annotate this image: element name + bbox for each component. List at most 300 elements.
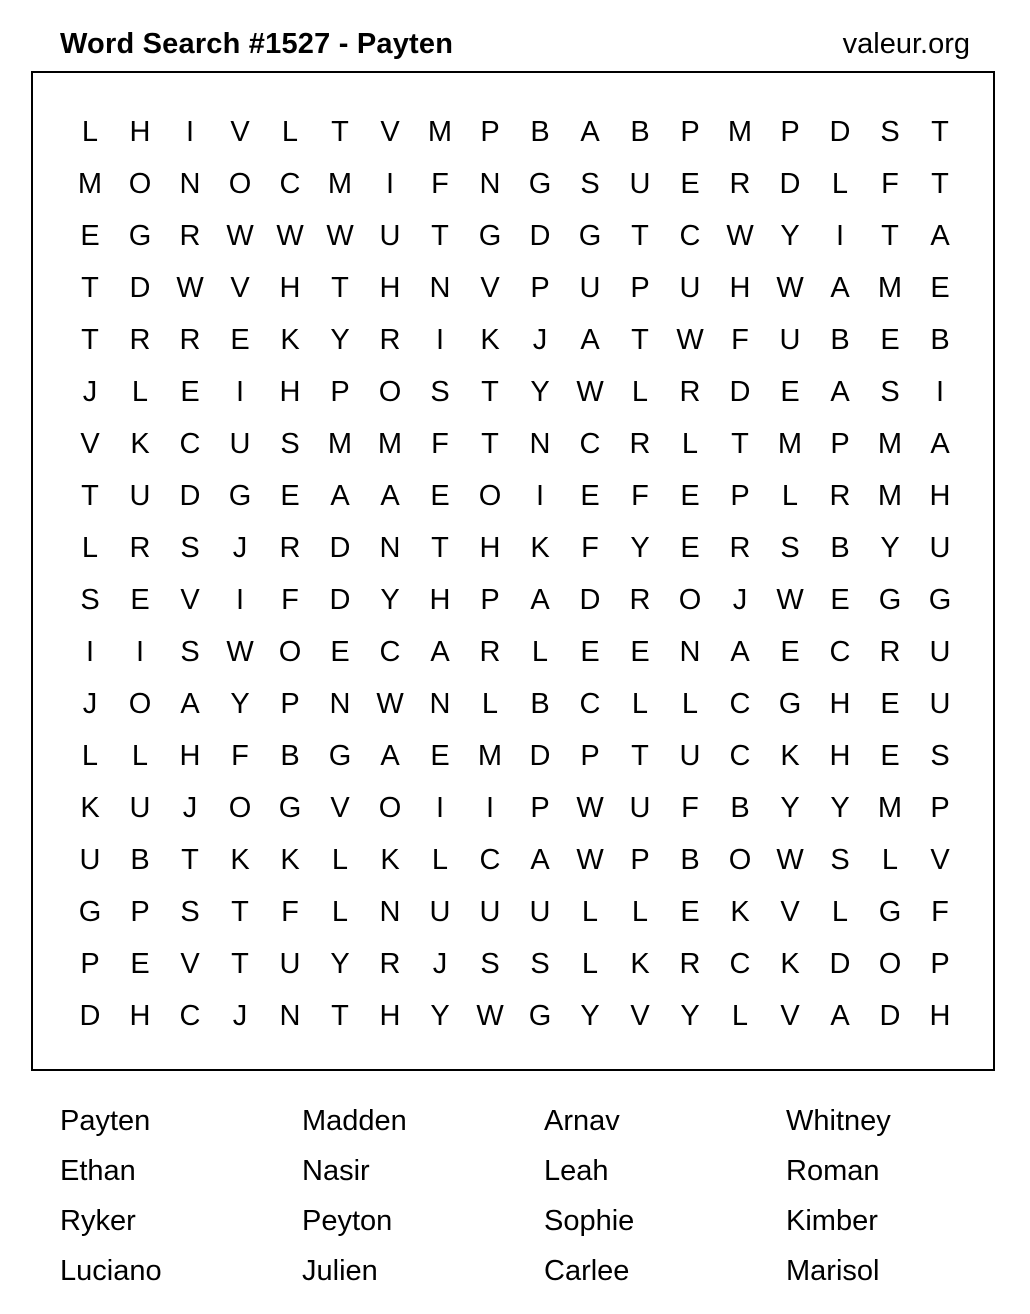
grid-cell[interactable]: U bbox=[779, 323, 801, 356]
grid-cell[interactable]: W bbox=[576, 791, 604, 824]
grid-cell[interactable]: I bbox=[835, 219, 845, 252]
grid-cell[interactable]: A bbox=[180, 687, 200, 720]
grid-cell[interactable]: B bbox=[830, 323, 850, 356]
grid-cell[interactable]: C bbox=[279, 167, 301, 200]
grid-cell[interactable]: I bbox=[235, 375, 245, 408]
grid-cell[interactable]: E bbox=[680, 895, 700, 928]
grid-cell[interactable]: F bbox=[431, 427, 449, 460]
grid-cell[interactable]: S bbox=[530, 947, 550, 980]
grid-cell[interactable]: I bbox=[935, 375, 945, 408]
grid-cell[interactable]: F bbox=[931, 895, 949, 928]
grid-cell[interactable]: L bbox=[781, 479, 799, 512]
grid-cell[interactable]: R bbox=[629, 583, 651, 616]
grid-cell[interactable]: E bbox=[830, 583, 850, 616]
grid-cell[interactable]: R bbox=[729, 531, 751, 564]
grid-cell[interactable]: G bbox=[78, 895, 102, 928]
grid-cell[interactable]: P bbox=[480, 115, 500, 148]
grid-cell[interactable]: E bbox=[180, 375, 200, 408]
grid-cell[interactable]: N bbox=[379, 531, 401, 564]
grid-cell[interactable]: I bbox=[385, 167, 395, 200]
grid-cell[interactable]: T bbox=[931, 115, 949, 148]
grid-cell[interactable]: O bbox=[878, 947, 902, 980]
grid-cell[interactable]: R bbox=[179, 219, 201, 252]
grid-cell[interactable]: E bbox=[580, 635, 600, 668]
grid-cell[interactable]: S bbox=[830, 843, 850, 876]
grid-cell[interactable]: K bbox=[730, 895, 750, 928]
grid-cell[interactable]: O bbox=[228, 167, 252, 200]
grid-cell[interactable]: N bbox=[479, 167, 501, 200]
grid-cell[interactable]: K bbox=[80, 791, 100, 824]
grid-cell[interactable]: J bbox=[82, 375, 98, 408]
grid-cell[interactable]: T bbox=[731, 427, 749, 460]
grid-cell[interactable]: C bbox=[379, 635, 401, 668]
grid-cell[interactable]: M bbox=[327, 427, 353, 460]
grid-cell[interactable]: G bbox=[778, 687, 802, 720]
grid-cell[interactable]: V bbox=[330, 791, 350, 824]
grid-cell[interactable]: F bbox=[631, 479, 649, 512]
grid-cell[interactable]: Y bbox=[330, 323, 350, 356]
grid-cell[interactable]: D bbox=[329, 531, 351, 564]
grid-cell[interactable]: A bbox=[930, 219, 950, 252]
grid-cell[interactable]: D bbox=[829, 115, 851, 148]
grid-cell[interactable]: B bbox=[930, 323, 950, 356]
grid-cell[interactable]: G bbox=[528, 167, 552, 200]
grid-cell[interactable]: N bbox=[429, 687, 451, 720]
grid-cell[interactable]: I bbox=[85, 635, 95, 668]
grid-cell[interactable]: L bbox=[81, 531, 99, 564]
grid-cell[interactable]: E bbox=[280, 479, 300, 512]
grid-cell[interactable]: O bbox=[378, 791, 402, 824]
grid-cell[interactable]: L bbox=[731, 999, 749, 1032]
grid-cell[interactable]: T bbox=[181, 843, 199, 876]
grid-cell[interactable]: F bbox=[231, 739, 249, 772]
grid-cell[interactable]: C bbox=[479, 843, 501, 876]
grid-cell[interactable]: T bbox=[631, 739, 649, 772]
grid-cell[interactable]: C bbox=[179, 427, 201, 460]
grid-cell[interactable]: Y bbox=[680, 999, 700, 1032]
grid-cell[interactable]: T bbox=[431, 219, 449, 252]
grid-cell[interactable]: A bbox=[530, 843, 550, 876]
grid-cell[interactable]: H bbox=[929, 479, 951, 512]
grid-cell[interactable]: E bbox=[630, 635, 650, 668]
grid-cell[interactable]: L bbox=[131, 739, 149, 772]
grid-cell[interactable]: B bbox=[730, 791, 750, 824]
grid-cell[interactable]: B bbox=[680, 843, 700, 876]
grid-cell[interactable]: P bbox=[130, 895, 150, 928]
grid-cell[interactable]: V bbox=[230, 271, 250, 304]
grid-cell[interactable]: H bbox=[129, 999, 151, 1032]
grid-cell[interactable]: E bbox=[130, 947, 150, 980]
grid-cell[interactable]: I bbox=[235, 583, 245, 616]
grid-cell[interactable]: Y bbox=[330, 947, 350, 980]
grid-cell[interactable]: F bbox=[581, 531, 599, 564]
grid-cell[interactable]: U bbox=[579, 271, 601, 304]
grid-cell[interactable]: G bbox=[228, 479, 252, 512]
grid-cell[interactable]: I bbox=[435, 323, 445, 356]
grid-cell[interactable]: L bbox=[681, 427, 699, 460]
grid-cell[interactable]: H bbox=[729, 271, 751, 304]
grid-cell[interactable]: V bbox=[80, 427, 100, 460]
grid-cell[interactable]: W bbox=[476, 999, 504, 1032]
grid-cell[interactable]: L bbox=[131, 375, 149, 408]
grid-cell[interactable]: H bbox=[429, 583, 451, 616]
grid-cell[interactable]: H bbox=[179, 739, 201, 772]
grid-cell[interactable]: J bbox=[732, 583, 748, 616]
grid-cell[interactable]: O bbox=[478, 479, 502, 512]
grid-cell[interactable]: D bbox=[879, 999, 901, 1032]
grid-cell[interactable]: V bbox=[630, 999, 650, 1032]
grid-cell[interactable]: G bbox=[878, 895, 902, 928]
grid-cell[interactable]: Y bbox=[880, 531, 900, 564]
grid-cell[interactable]: K bbox=[280, 843, 300, 876]
grid-cell[interactable]: E bbox=[430, 739, 450, 772]
grid-cell[interactable]: T bbox=[881, 219, 899, 252]
grid-cell[interactable]: L bbox=[81, 739, 99, 772]
grid-cell[interactable]: U bbox=[79, 843, 101, 876]
grid-cell[interactable]: L bbox=[631, 375, 649, 408]
grid-cell[interactable]: F bbox=[681, 791, 699, 824]
grid-cell[interactable]: D bbox=[579, 583, 601, 616]
grid-cell[interactable]: W bbox=[776, 843, 804, 876]
grid-cell[interactable]: J bbox=[232, 999, 248, 1032]
grid-cell[interactable]: F bbox=[431, 167, 449, 200]
grid-cell[interactable]: P bbox=[330, 375, 350, 408]
grid-cell[interactable]: P bbox=[530, 791, 550, 824]
grid-cell[interactable]: S bbox=[180, 895, 200, 928]
grid-cell[interactable]: E bbox=[880, 687, 900, 720]
grid-cell[interactable]: L bbox=[681, 687, 699, 720]
grid-cell[interactable]: T bbox=[331, 999, 349, 1032]
grid-cell[interactable]: A bbox=[580, 323, 600, 356]
grid-cell[interactable]: V bbox=[930, 843, 950, 876]
grid-cell[interactable]: V bbox=[480, 271, 500, 304]
grid-cell[interactable]: Y bbox=[630, 531, 650, 564]
grid-cell[interactable]: D bbox=[779, 167, 801, 200]
grid-cell[interactable]: U bbox=[379, 219, 401, 252]
grid-cell[interactable]: W bbox=[176, 271, 204, 304]
grid-cell[interactable]: Y bbox=[230, 687, 250, 720]
grid-cell[interactable]: L bbox=[631, 895, 649, 928]
grid-cell[interactable]: P bbox=[530, 271, 550, 304]
grid-cell[interactable]: L bbox=[831, 895, 849, 928]
grid-cell[interactable]: W bbox=[226, 219, 254, 252]
grid-cell[interactable]: T bbox=[481, 427, 499, 460]
grid-cell[interactable]: L bbox=[431, 843, 449, 876]
grid-cell[interactable]: B bbox=[530, 115, 550, 148]
grid-cell[interactable]: I bbox=[185, 115, 195, 148]
grid-cell[interactable]: R bbox=[179, 323, 201, 356]
grid-cell[interactable]: S bbox=[480, 947, 500, 980]
grid-cell[interactable]: K bbox=[780, 739, 800, 772]
grid-cell[interactable]: P bbox=[830, 427, 850, 460]
grid-cell[interactable]: J bbox=[432, 947, 448, 980]
grid-cell[interactable]: B bbox=[630, 115, 650, 148]
grid-cell[interactable]: K bbox=[380, 843, 400, 876]
grid-cell[interactable]: E bbox=[680, 167, 700, 200]
grid-cell[interactable]: B bbox=[530, 687, 550, 720]
grid-cell[interactable]: F bbox=[281, 583, 299, 616]
grid-cell[interactable]: V bbox=[180, 583, 200, 616]
grid-cell[interactable]: L bbox=[531, 635, 549, 668]
grid-cell[interactable]: L bbox=[831, 167, 849, 200]
grid-cell[interactable]: U bbox=[629, 791, 651, 824]
grid-cell[interactable]: L bbox=[81, 115, 99, 148]
grid-cell[interactable]: J bbox=[182, 791, 198, 824]
grid-cell[interactable]: C bbox=[679, 219, 701, 252]
grid-cell[interactable]: W bbox=[226, 635, 254, 668]
grid-cell[interactable]: E bbox=[680, 479, 700, 512]
grid-cell[interactable]: Y bbox=[380, 583, 400, 616]
grid-cell[interactable]: E bbox=[780, 635, 800, 668]
grid-cell[interactable]: R bbox=[629, 427, 651, 460]
grid-cell[interactable]: E bbox=[930, 271, 950, 304]
grid-cell[interactable]: O bbox=[278, 635, 302, 668]
grid-cell[interactable]: O bbox=[678, 583, 702, 616]
grid-cell[interactable]: A bbox=[830, 271, 850, 304]
grid-cell[interactable]: P bbox=[580, 739, 600, 772]
grid-cell[interactable]: H bbox=[279, 271, 301, 304]
grid-cell[interactable]: L bbox=[481, 687, 499, 720]
grid-cell[interactable]: M bbox=[877, 791, 903, 824]
grid-cell[interactable]: Y bbox=[780, 219, 800, 252]
grid-cell[interactable]: I bbox=[435, 791, 445, 824]
grid-cell[interactable]: U bbox=[129, 791, 151, 824]
grid-cell[interactable]: U bbox=[479, 895, 501, 928]
grid-cell[interactable]: D bbox=[79, 999, 101, 1032]
grid-cell[interactable]: G bbox=[528, 999, 552, 1032]
grid-cell[interactable]: H bbox=[379, 999, 401, 1032]
grid-cell[interactable]: W bbox=[576, 375, 604, 408]
grid-cell[interactable]: F bbox=[281, 895, 299, 928]
grid-cell[interactable]: T bbox=[331, 115, 349, 148]
grid-cell[interactable]: N bbox=[179, 167, 201, 200]
grid-cell[interactable]: L bbox=[581, 947, 599, 980]
grid-cell[interactable]: T bbox=[931, 167, 949, 200]
grid-cell[interactable]: R bbox=[279, 531, 301, 564]
grid-cell[interactable]: R bbox=[129, 531, 151, 564]
grid-cell[interactable]: N bbox=[679, 635, 701, 668]
grid-cell[interactable]: I bbox=[535, 479, 545, 512]
grid-cell[interactable]: C bbox=[179, 999, 201, 1032]
grid-cell[interactable]: A bbox=[930, 427, 950, 460]
grid-cell[interactable]: O bbox=[378, 375, 402, 408]
grid-cell[interactable]: N bbox=[379, 895, 401, 928]
grid-cell[interactable]: C bbox=[729, 947, 751, 980]
grid-cell[interactable]: D bbox=[529, 739, 551, 772]
grid-cell[interactable]: G bbox=[578, 219, 602, 252]
grid-cell[interactable]: M bbox=[777, 427, 803, 460]
grid-cell[interactable]: L bbox=[581, 895, 599, 928]
grid-cell[interactable]: T bbox=[431, 531, 449, 564]
grid-cell[interactable]: R bbox=[679, 947, 701, 980]
grid-cell[interactable]: H bbox=[829, 739, 851, 772]
grid-cell[interactable]: T bbox=[631, 219, 649, 252]
grid-cell[interactable]: A bbox=[830, 375, 850, 408]
grid-cell[interactable]: S bbox=[180, 531, 200, 564]
grid-cell[interactable]: L bbox=[331, 843, 349, 876]
grid-cell[interactable]: R bbox=[379, 947, 401, 980]
grid-cell[interactable]: D bbox=[829, 947, 851, 980]
grid-cell[interactable]: V bbox=[380, 115, 400, 148]
grid-cell[interactable]: T bbox=[331, 271, 349, 304]
grid-cell[interactable]: U bbox=[929, 687, 951, 720]
grid-cell[interactable]: R bbox=[129, 323, 151, 356]
grid-cell[interactable]: J bbox=[82, 687, 98, 720]
grid-cell[interactable]: W bbox=[276, 219, 304, 252]
grid-cell[interactable]: T bbox=[631, 323, 649, 356]
grid-cell[interactable]: G bbox=[328, 739, 352, 772]
grid-cell[interactable]: M bbox=[877, 479, 903, 512]
grid-cell[interactable]: D bbox=[329, 583, 351, 616]
grid-cell[interactable]: M bbox=[877, 427, 903, 460]
grid-cell[interactable]: N bbox=[279, 999, 301, 1032]
grid-cell[interactable]: B bbox=[130, 843, 150, 876]
grid-cell[interactable]: Y bbox=[780, 791, 800, 824]
grid-cell[interactable]: U bbox=[429, 895, 451, 928]
grid-cell[interactable]: U bbox=[229, 427, 251, 460]
grid-cell[interactable]: Y bbox=[530, 375, 550, 408]
grid-cell[interactable]: P bbox=[930, 947, 950, 980]
grid-cell[interactable]: Y bbox=[430, 999, 450, 1032]
grid-cell[interactable]: D bbox=[179, 479, 201, 512]
grid-cell[interactable]: D bbox=[129, 271, 151, 304]
grid-cell[interactable]: G bbox=[878, 583, 902, 616]
grid-cell[interactable]: S bbox=[80, 583, 100, 616]
grid-cell[interactable]: W bbox=[376, 687, 404, 720]
grid-cell[interactable]: W bbox=[576, 843, 604, 876]
grid-cell[interactable]: G bbox=[128, 219, 152, 252]
grid-cell[interactable]: W bbox=[726, 219, 754, 252]
grid-cell[interactable]: C bbox=[729, 687, 751, 720]
grid-cell[interactable]: F bbox=[731, 323, 749, 356]
grid-cell[interactable]: W bbox=[776, 583, 804, 616]
grid-cell[interactable]: A bbox=[380, 739, 400, 772]
grid-cell[interactable]: R bbox=[679, 375, 701, 408]
grid-cell[interactable]: P bbox=[280, 687, 300, 720]
grid-cell[interactable]: S bbox=[880, 115, 900, 148]
grid-cell[interactable]: O bbox=[128, 687, 152, 720]
grid-cell[interactable]: V bbox=[180, 947, 200, 980]
grid-cell[interactable]: J bbox=[532, 323, 548, 356]
grid-cell[interactable]: P bbox=[680, 115, 700, 148]
grid-cell[interactable]: U bbox=[929, 531, 951, 564]
grid-cell[interactable]: T bbox=[231, 895, 249, 928]
grid-cell[interactable]: I bbox=[485, 791, 495, 824]
grid-cell[interactable]: U bbox=[629, 167, 651, 200]
grid-cell[interactable]: O bbox=[128, 167, 152, 200]
grid-cell[interactable]: W bbox=[776, 271, 804, 304]
grid-cell[interactable]: J bbox=[232, 531, 248, 564]
grid-cell[interactable]: G bbox=[928, 583, 952, 616]
grid-cell[interactable]: A bbox=[830, 999, 850, 1032]
grid-cell[interactable]: U bbox=[129, 479, 151, 512]
grid-cell[interactable]: H bbox=[279, 375, 301, 408]
grid-cell[interactable]: S bbox=[280, 427, 300, 460]
grid-cell[interactable]: E bbox=[230, 323, 250, 356]
grid-cell[interactable]: G bbox=[478, 219, 502, 252]
grid-cell[interactable]: O bbox=[228, 791, 252, 824]
grid-cell[interactable]: V bbox=[780, 999, 800, 1032]
grid-cell[interactable]: A bbox=[730, 635, 750, 668]
grid-cell[interactable]: K bbox=[280, 323, 300, 356]
grid-cell[interactable]: H bbox=[929, 999, 951, 1032]
grid-cell[interactable]: E bbox=[780, 375, 800, 408]
grid-cell[interactable]: C bbox=[579, 687, 601, 720]
grid-cell[interactable]: L bbox=[331, 895, 349, 928]
grid-cell[interactable]: A bbox=[430, 635, 450, 668]
grid-cell[interactable]: P bbox=[730, 479, 750, 512]
grid-cell[interactable]: U bbox=[529, 895, 551, 928]
grid-cell[interactable]: P bbox=[630, 843, 650, 876]
grid-cell[interactable]: R bbox=[879, 635, 901, 668]
grid-cell[interactable]: Y bbox=[580, 999, 600, 1032]
grid-cell[interactable]: T bbox=[81, 479, 99, 512]
grid-cell[interactable]: S bbox=[180, 635, 200, 668]
grid-cell[interactable]: A bbox=[580, 115, 600, 148]
grid-cell[interactable]: U bbox=[279, 947, 301, 980]
grid-cell[interactable]: M bbox=[477, 739, 503, 772]
grid-cell[interactable]: F bbox=[881, 167, 899, 200]
grid-cell[interactable]: D bbox=[529, 219, 551, 252]
grid-cell[interactable]: E bbox=[580, 479, 600, 512]
grid-cell[interactable]: I bbox=[135, 635, 145, 668]
grid-cell[interactable]: K bbox=[780, 947, 800, 980]
grid-cell[interactable]: L bbox=[631, 687, 649, 720]
grid-cell[interactable]: E bbox=[880, 739, 900, 772]
grid-cell[interactable]: R bbox=[729, 167, 751, 200]
grid-cell[interactable]: K bbox=[630, 947, 650, 980]
grid-cell[interactable]: K bbox=[130, 427, 150, 460]
grid-cell[interactable]: H bbox=[379, 271, 401, 304]
grid-cell[interactable]: Y bbox=[830, 791, 850, 824]
grid-cell[interactable]: A bbox=[330, 479, 350, 512]
grid-cell[interactable]: U bbox=[929, 635, 951, 668]
grid-cell[interactable]: N bbox=[529, 427, 551, 460]
grid-cell[interactable]: B bbox=[280, 739, 300, 772]
grid-cell[interactable]: K bbox=[480, 323, 500, 356]
grid-cell[interactable]: L bbox=[281, 115, 299, 148]
grid-cell[interactable]: U bbox=[679, 271, 701, 304]
grid-cell[interactable]: C bbox=[579, 427, 601, 460]
grid-cell[interactable]: L bbox=[881, 843, 899, 876]
grid-cell[interactable]: S bbox=[430, 375, 450, 408]
grid-cell[interactable]: P bbox=[780, 115, 800, 148]
grid-cell[interactable]: D bbox=[729, 375, 751, 408]
grid-cell[interactable]: P bbox=[480, 583, 500, 616]
grid-cell[interactable]: W bbox=[676, 323, 704, 356]
grid-cell[interactable]: P bbox=[80, 947, 100, 980]
grid-cell[interactable]: K bbox=[530, 531, 550, 564]
grid-cell[interactable]: A bbox=[380, 479, 400, 512]
grid-cell[interactable]: S bbox=[880, 375, 900, 408]
grid-cell[interactable]: A bbox=[530, 583, 550, 616]
grid-cell[interactable]: W bbox=[326, 219, 354, 252]
grid-cell[interactable]: E bbox=[130, 583, 150, 616]
grid-cell[interactable]: H bbox=[829, 687, 851, 720]
grid-cell[interactable]: H bbox=[479, 531, 501, 564]
grid-cell[interactable]: M bbox=[727, 115, 753, 148]
grid-cell[interactable]: M bbox=[327, 167, 353, 200]
grid-cell[interactable]: S bbox=[780, 531, 800, 564]
grid-cell[interactable]: C bbox=[729, 739, 751, 772]
grid-cell[interactable]: V bbox=[780, 895, 800, 928]
grid-cell[interactable]: E bbox=[680, 531, 700, 564]
grid-cell[interactable]: T bbox=[81, 323, 99, 356]
grid-cell[interactable]: N bbox=[329, 687, 351, 720]
grid-cell[interactable]: O bbox=[728, 843, 752, 876]
grid-cell[interactable]: E bbox=[430, 479, 450, 512]
grid-cell[interactable]: T bbox=[481, 375, 499, 408]
